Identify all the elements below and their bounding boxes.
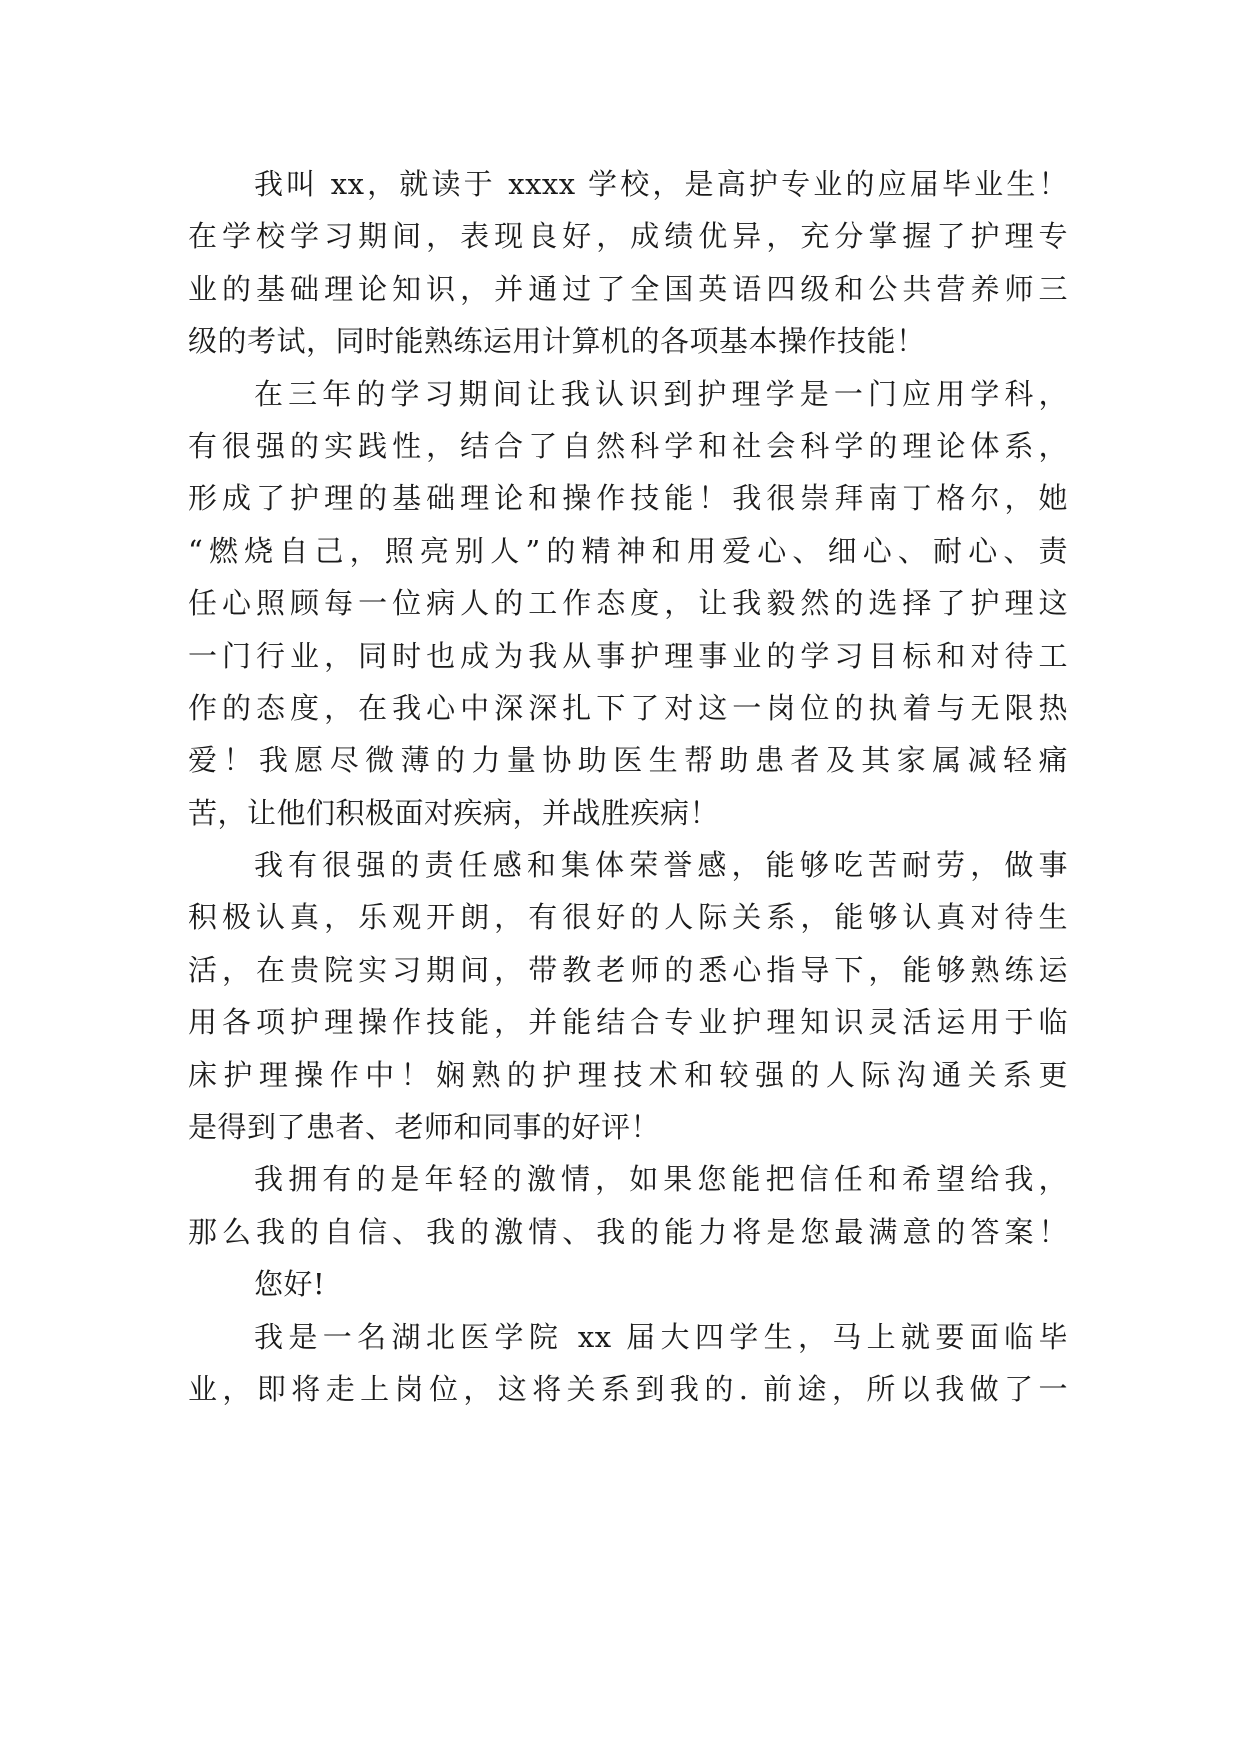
paragraph-1-line-3: 业的基础理论知识，并通过了全国英语四级和公共营养师三 [188,271,1068,306]
paragraph-5-line-2: 业，即将走上岗位，这将关系到我的. 前途，所以我做了一 [188,1371,1068,1406]
greeting-line: 您好! [254,1267,326,1302]
paragraph-4-line-1: 我拥有的是年轻的激情，如果您能把信任和希望给我， [254,1162,1068,1197]
paragraph-2-line-5: 任心照顾每一位病人的工作态度，让我毅然的选择了护理这 [188,586,1068,621]
paragraph-3-line-4: 用各项护理操作技能，并能结合专业护理知识灵活运用于临 [188,1005,1068,1040]
paragraph-2-line-7: 作的态度，在我心中深深扎下了对这一岗位的执着与无限热 [188,690,1068,725]
paragraph-5-line-1: 我是一名湖北医学院 xx 届大四学生，马上就要面临毕 [254,1319,1068,1354]
paragraph-1-line-4: 级的考试，同时能熟练运用计算机的各项基本操作技能！ [188,324,926,359]
paragraph-2-line-6: 一门行业，同时也成为我从事护理事业的学习目标和对待工 [188,638,1068,673]
paragraph-3-line-5: 床护理操作中！娴熟的护理技术和较强的人际沟通关系更 [188,1057,1068,1092]
paragraph-2-line-3: 形成了护理的基础理论和操作技能！我很崇拜南丁格尔，她 [188,481,1068,516]
paragraph-1-line-2: 在学校学习期间，表现良好，成绩优异，充分掌握了护理专 [188,219,1068,254]
paragraph-3-line-1: 我有很强的责任感和集体荣誉感，能够吃苦耐劳，做事 [254,848,1068,883]
paragraph-3-line-6: 是得到了患者、老师和同事的好评！ [188,1110,661,1145]
paragraph-3-line-3: 活，在贵院实习期间，带教老师的悉心指导下，能够熟练运 [188,952,1068,987]
paragraph-2-line-8: 爱！我愿尽微薄的力量协助医生帮助患者及其家属减轻痛 [188,743,1068,778]
paragraph-2-line-9: 苦，让他们积极面对疾病，并战胜疾病！ [188,795,720,830]
paragraph-2-line-2: 有很强的实践性，结合了自然科学和社会科学的理论体系， [188,428,1068,463]
paragraph-4-line-2: 那么我的自信、我的激情、我的能力将是您最满意的答案！ [188,1214,1068,1249]
document-body [188,158,1068,1415]
paragraph-2-line-4: “燃烧自己，照亮别人”的精神和用爱心、细心、耐心、责 [188,533,1068,568]
paragraph-1-line-1: 我叫 xx，就读于 xxxx 学校，是高护专业的应届毕业生！ [254,167,1068,201]
paragraph-3-line-2: 积极认真，乐观开朗，有很好的人际关系，能够认真对待生 [188,900,1068,935]
paragraph-2-line-1: 在三年的学习期间让我认识到护理学是一门应用学科， [254,376,1068,411]
